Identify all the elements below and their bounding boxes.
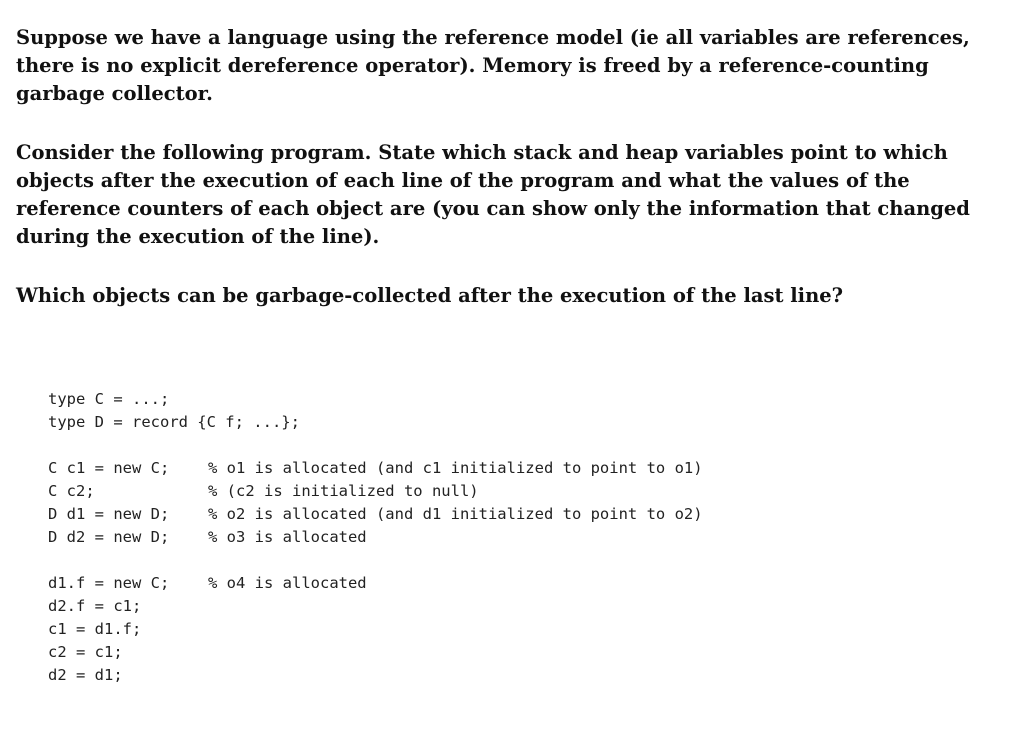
code-listing	[48, 388, 703, 710]
code-statement: D d1 = new D;	[48, 505, 170, 523]
code-comment: % o4 is allocated	[208, 574, 367, 592]
code-comment: % (c2 is initialized to null)	[208, 482, 479, 500]
code-line	[48, 503, 703, 526]
code-statement: C c2;	[48, 482, 95, 500]
code-line	[48, 572, 703, 595]
code-line	[48, 526, 703, 549]
code-statement: c2 = c1;	[48, 643, 123, 661]
code-block-declarations	[48, 457, 703, 549]
code-line	[48, 457, 703, 480]
code-line	[48, 480, 703, 503]
code-comment: % o2 is allocated (and d1 initialized to point to o2)	[208, 505, 703, 523]
code-statement: c1 = d1.f;	[48, 620, 142, 638]
code-statement: D d2 = new D;	[48, 528, 170, 546]
question-paragraph-3: Which objects can be garbage-collected after the execution of the last line?	[16, 284, 844, 307]
code-block-assignments	[48, 572, 703, 687]
code-statement: d2 = d1;	[48, 666, 123, 684]
code-line	[48, 641, 703, 664]
question-text	[16, 24, 1006, 341]
code-line	[48, 388, 703, 411]
code-statement: type C = ...;	[48, 390, 170, 408]
code-block-types	[48, 388, 703, 434]
code-statement: d2.f = c1;	[48, 597, 142, 615]
code-statement: d1.f = new C;	[48, 574, 170, 592]
code-comment: % o3 is allocated	[208, 528, 367, 546]
code-line	[48, 595, 703, 618]
code-line	[48, 664, 703, 687]
code-line	[48, 411, 703, 434]
code-statement: C c1 = new C;	[48, 459, 170, 477]
code-line	[48, 618, 703, 641]
question-paragraph-2: Consider the following program. State which stack and heap variables point to which objects after the execution of each line of the program and what the values of the reference counters of each object are (you can show only the information that changed during the execution of the line).	[16, 141, 970, 248]
code-comment: % o1 is allocated (and c1 initialized to point to o1)	[208, 459, 703, 477]
code-statement: type D = record {C f; ...};	[48, 413, 300, 431]
question-paragraph-1: Suppose we have a language using the reference model (ie all variables are references, there is no explicit dereference operator). Memory is freed by a reference-counting garbage collector.	[16, 26, 970, 105]
